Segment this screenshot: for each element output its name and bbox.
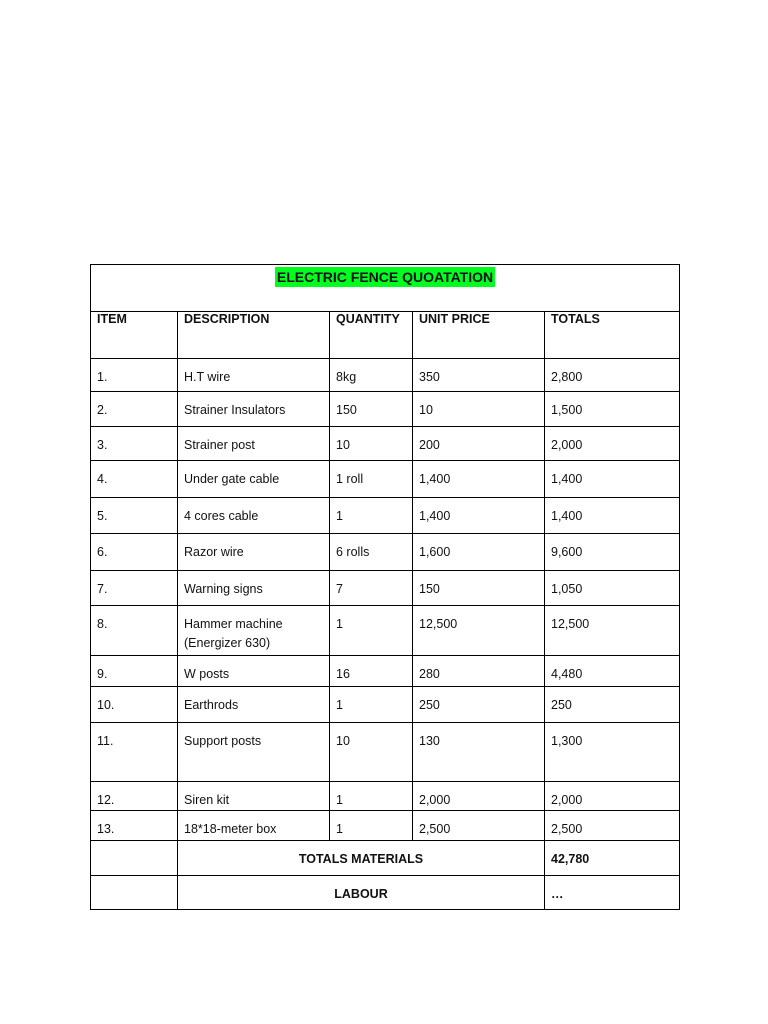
- item-quantity-cell: [330, 534, 413, 571]
- item-total: 2,000: [551, 793, 583, 807]
- summary-row: [91, 841, 680, 876]
- item-description-cell: [178, 392, 330, 427]
- item-number: 1.: [97, 370, 108, 384]
- item-unit-price-cell: [413, 498, 545, 534]
- item-quantity: 1: [336, 793, 343, 807]
- summary-label: LABOUR: [334, 887, 388, 901]
- header-description: [178, 312, 330, 359]
- title-row: [91, 265, 680, 312]
- item-description-cell: [178, 656, 330, 687]
- item-unit-price-cell: [413, 571, 545, 606]
- item-unit-price-cell: [413, 461, 545, 498]
- item-unit-price-cell: [413, 427, 545, 461]
- item-number: 10.: [97, 698, 115, 712]
- item-unit-price-cell: [413, 782, 545, 811]
- item-unit-price: 250: [419, 698, 440, 712]
- item-quantity-cell: [330, 461, 413, 498]
- title-cell: [91, 265, 680, 312]
- item-number-cell: [91, 571, 178, 606]
- summary-label-cell: [178, 841, 545, 876]
- header-quantity: [330, 312, 413, 359]
- item-number: 2.: [97, 403, 108, 417]
- quotation-title: ELECTRIC FENCE QUOATATION: [276, 269, 494, 285]
- item-total: 12,500: [551, 617, 590, 631]
- item-unit-price: 1,600: [419, 545, 451, 559]
- item-unit-price: 2,000: [419, 793, 451, 807]
- item-number: 5.: [97, 509, 108, 523]
- item-description-line: (Energizer 630): [184, 636, 271, 650]
- item-quantity: 150: [336, 403, 357, 417]
- item-number: 11.: [97, 734, 114, 748]
- item-number-cell: [91, 427, 178, 461]
- item-unit-price-cell: [413, 392, 545, 427]
- item-unit-price-cell: [413, 723, 545, 782]
- item-number-cell: [91, 392, 178, 427]
- item-description-cell: [178, 723, 330, 782]
- item-total-cell: [545, 498, 680, 534]
- item-quantity-cell: [330, 782, 413, 811]
- item-description-cell: [178, 359, 330, 392]
- header-quantity-label: QUANTITY: [336, 312, 400, 326]
- item-description-cell: [178, 571, 330, 606]
- item-description-line: Under gate cable: [184, 472, 280, 486]
- item-description-cell: [178, 606, 330, 656]
- item-description-line: Hammer machine: [184, 617, 283, 631]
- item-number-cell: [91, 606, 178, 656]
- item-quantity: 10: [336, 734, 350, 748]
- item-description-cell: [178, 461, 330, 498]
- item-number-cell: [91, 656, 178, 687]
- item-total: 1,050: [551, 582, 583, 596]
- table-row: [91, 392, 680, 427]
- item-description-cell: [178, 782, 330, 811]
- header-totals: [545, 312, 680, 359]
- item-total: 2,500: [551, 822, 583, 836]
- item-total: 2,800: [551, 370, 583, 384]
- item-total-cell: [545, 656, 680, 687]
- item-quantity-cell: [330, 392, 413, 427]
- item-quantity-cell: [330, 723, 413, 782]
- item-description-line: Support posts: [184, 734, 262, 748]
- summary-value-cell: [545, 841, 680, 876]
- item-quantity: 1: [336, 822, 343, 836]
- item-quantity-cell: [330, 427, 413, 461]
- item-unit-price-cell: [413, 606, 545, 656]
- item-number: 6.: [97, 545, 108, 559]
- item-description-cell: [178, 427, 330, 461]
- item-number: 3.: [97, 438, 108, 452]
- item-description-line: H.T wire: [184, 370, 231, 384]
- item-quantity: 7: [336, 582, 343, 596]
- item-number: 8.: [97, 617, 108, 631]
- item-total: 1,300: [551, 734, 583, 748]
- summary-label: TOTALS MATERIALS: [298, 852, 424, 866]
- table-row: [91, 723, 680, 782]
- quotation-table: [90, 264, 680, 910]
- summary-value: 42,780: [551, 852, 590, 866]
- item-description-line: Strainer Insulators: [184, 403, 286, 417]
- summary-value-cell: [545, 876, 680, 910]
- item-unit-price: 280: [419, 667, 440, 681]
- item-total-cell: [545, 571, 680, 606]
- table-row: [91, 461, 680, 498]
- summary-empty-cell: [91, 876, 178, 910]
- item-unit-price: 1,400: [419, 472, 451, 486]
- table-row: [91, 687, 680, 723]
- item-quantity: 1: [336, 509, 343, 523]
- item-description-line: 18*18-meter box: [184, 822, 277, 836]
- item-total: 250: [551, 698, 572, 712]
- item-total-cell: [545, 782, 680, 811]
- item-unit-price: 150: [419, 582, 440, 596]
- item-description-cell: [178, 687, 330, 723]
- table-row: [91, 427, 680, 461]
- table-row: [91, 606, 680, 656]
- item-quantity: 1: [336, 698, 343, 712]
- item-unit-price-cell: [413, 359, 545, 392]
- summary-empty-cell: [91, 841, 178, 876]
- item-unit-price: 12,500: [419, 617, 458, 631]
- quotation-table-body: [91, 265, 680, 910]
- item-total-cell: [545, 606, 680, 656]
- item-unit-price: 10: [419, 403, 433, 417]
- item-number: 4.: [97, 472, 108, 486]
- item-number: 12.: [97, 793, 115, 807]
- item-description-line: Razor wire: [184, 545, 244, 559]
- item-total-cell: [545, 811, 680, 841]
- header-item: [91, 312, 178, 359]
- table-row: [91, 359, 680, 392]
- item-total-cell: [545, 359, 680, 392]
- item-unit-price-cell: [413, 811, 545, 841]
- item-total: 1,500: [551, 403, 583, 417]
- table-row: [91, 498, 680, 534]
- item-total-cell: [545, 534, 680, 571]
- table-row: [91, 811, 680, 841]
- item-number: 7.: [97, 582, 108, 596]
- item-number-cell: [91, 811, 178, 841]
- item-unit-price-cell: [413, 687, 545, 723]
- item-total-cell: [545, 427, 680, 461]
- item-number-cell: [91, 723, 178, 782]
- summary-label-cell: [178, 876, 545, 910]
- item-quantity-cell: [330, 687, 413, 723]
- item-quantity: 6 rolls: [336, 545, 370, 559]
- table-row: [91, 782, 680, 811]
- item-unit-price: 350: [419, 370, 440, 384]
- item-description-cell: [178, 811, 330, 841]
- item-quantity-cell: [330, 359, 413, 392]
- item-quantity-cell: [330, 656, 413, 687]
- item-unit-price: 2,500: [419, 822, 451, 836]
- header-totals-label: TOTALS: [551, 312, 600, 326]
- item-description-line: Earthrods: [184, 698, 239, 712]
- item-number-cell: [91, 782, 178, 811]
- item-quantity-cell: [330, 571, 413, 606]
- item-quantity: 1 roll: [336, 472, 364, 486]
- summary-value: …: [551, 887, 564, 901]
- item-quantity-cell: [330, 498, 413, 534]
- item-unit-price-cell: [413, 534, 545, 571]
- item-total: 2,000: [551, 438, 583, 452]
- summary-row: [91, 876, 680, 910]
- item-number: 13.: [97, 822, 115, 836]
- item-quantity: 8kg: [336, 370, 357, 384]
- item-number: 9.: [97, 667, 108, 681]
- header-item-label: ITEM: [97, 312, 127, 326]
- item-number-cell: [91, 534, 178, 571]
- item-total-cell: [545, 723, 680, 782]
- item-quantity: 10: [336, 438, 350, 452]
- header-description-label: DESCRIPTION: [184, 312, 270, 326]
- item-number-cell: [91, 461, 178, 498]
- item-total: 4,480: [551, 667, 583, 681]
- item-description-line: Warning signs: [184, 582, 263, 596]
- item-unit-price: 130: [419, 734, 440, 748]
- item-quantity: 16: [336, 667, 350, 681]
- item-total: 1,400: [551, 509, 583, 523]
- item-description-cell: [178, 498, 330, 534]
- item-description-line: 4 cores cable: [184, 509, 259, 523]
- item-quantity: 1: [336, 617, 343, 631]
- table-row: [91, 656, 680, 687]
- item-unit-price: 200: [419, 438, 440, 452]
- item-description-line: Strainer post: [184, 438, 255, 452]
- item-description-line: Siren kit: [184, 793, 230, 807]
- item-number-cell: [91, 359, 178, 392]
- item-total-cell: [545, 392, 680, 427]
- item-total: 9,600: [551, 545, 583, 559]
- item-description-cell: [178, 534, 330, 571]
- header-row: [91, 312, 680, 359]
- item-quantity-cell: [330, 811, 413, 841]
- header-unit-price: [413, 312, 545, 359]
- header-unit-price-label: UNIT PRICE: [419, 312, 490, 326]
- item-number-cell: [91, 498, 178, 534]
- item-quantity-cell: [330, 606, 413, 656]
- item-total-cell: [545, 461, 680, 498]
- item-total-cell: [545, 687, 680, 723]
- item-number-cell: [91, 687, 178, 723]
- item-unit-price-cell: [413, 656, 545, 687]
- item-description-line: W posts: [184, 667, 230, 681]
- item-total: 1,400: [551, 472, 583, 486]
- table-row: [91, 534, 680, 571]
- table-row: [91, 571, 680, 606]
- item-unit-price: 1,400: [419, 509, 451, 523]
